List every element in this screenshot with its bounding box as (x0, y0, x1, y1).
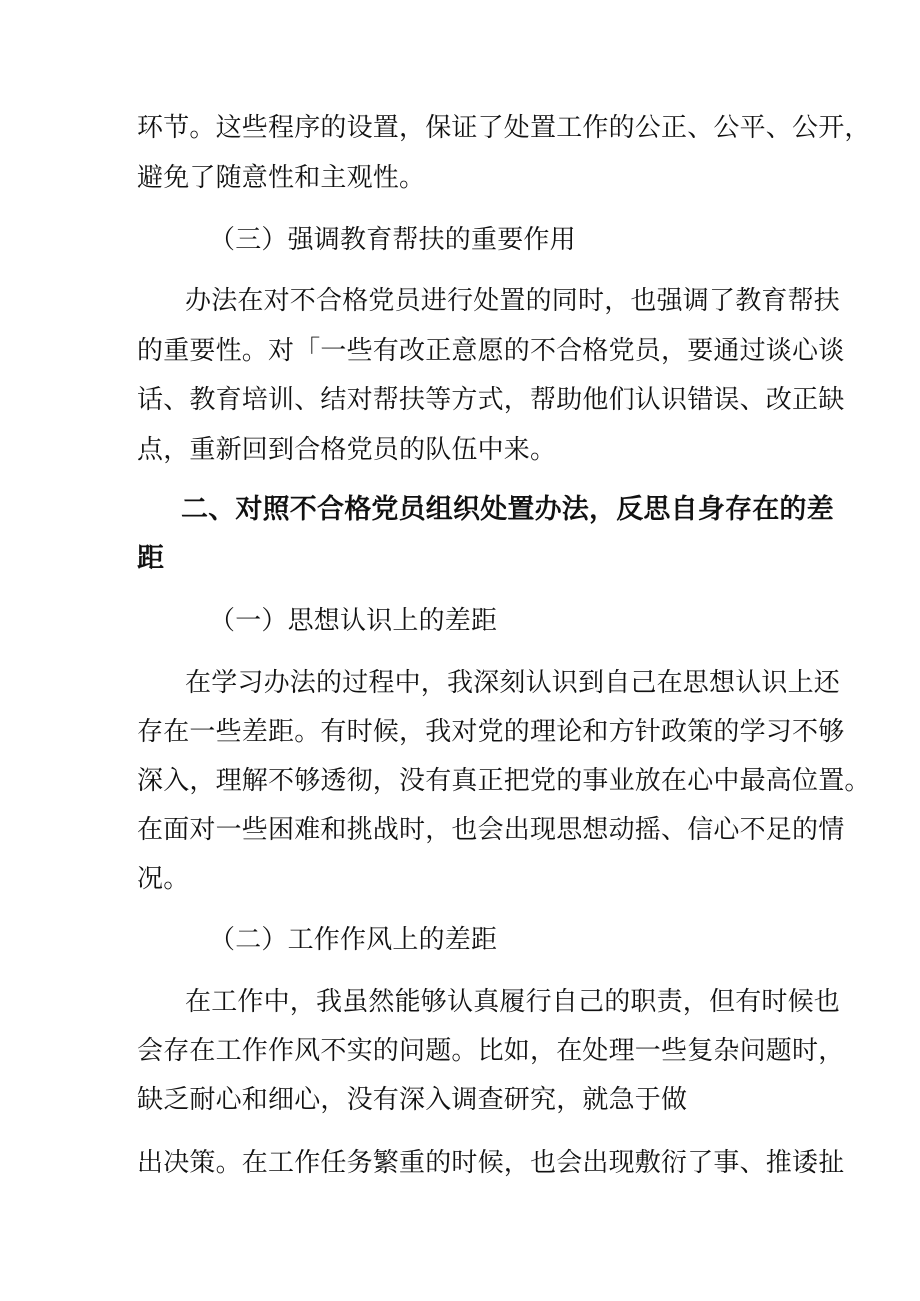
paragraph-line: 深入，理解不够透彻，没有真正把党的事业放在心中最高位置。 (137, 766, 871, 796)
paragraph-line: 话、教育培训、结对帮扶等方式，帮助他们认识错误、改正缺 (137, 385, 845, 415)
paragraph-line: 况。 (137, 864, 190, 894)
paragraph-line: 避免了随意性和主观性。 (137, 163, 426, 193)
paragraph-line: 点，重新回到合格党员的队伍中来。 (137, 435, 557, 465)
section-subheading: （一）思想认识上的差距 (209, 606, 498, 636)
section-subheading: （二）工作作风上的差距 (209, 925, 498, 955)
paragraph-line: 会存在工作作风不实的问题。比如，在处理一些复杂问题时， (137, 1036, 845, 1066)
paragraph-line: 在面对一些困难和挑战时，也会出现思想动摇、信心不足的情 (137, 815, 845, 845)
paragraph-line: 在学习办法的过程中，我深刻认识到自己在思想认识上还 (185, 668, 841, 698)
paragraph-line: 在工作中，我虽然能够认真履行自己的职责，但有时候也 (185, 987, 841, 1017)
section-heading: 距 (137, 543, 165, 574)
section-subheading: （三）强调教育帮扶的重要作用 (209, 225, 576, 255)
paragraph-line: 缺乏耐心和细心，没有深入调查研究，就急于做 (137, 1085, 688, 1115)
section-heading: 二、对照不合格党员组织处置办法，反思自身存在的差 (181, 494, 834, 525)
paragraph-line: 存在一些差距。有时候，我对党的理论和方针政策的学习不够 (137, 717, 845, 747)
paragraph-line: 的重要性。对「一些有改正意愿的不合格党员，要通过谈心谈 (137, 336, 845, 366)
paragraph-line: 办法在对不合格党员进行处置的同时，也强调了教育帮扶 (185, 286, 841, 316)
paragraph-line: 环节。这些程序的设置，保证了处置工作的公正、公平、公开， (137, 113, 871, 143)
paragraph-line: 出决策。在工作任务繁重的时候，也会出现敷衍了事、推诿扯 (137, 1148, 845, 1178)
